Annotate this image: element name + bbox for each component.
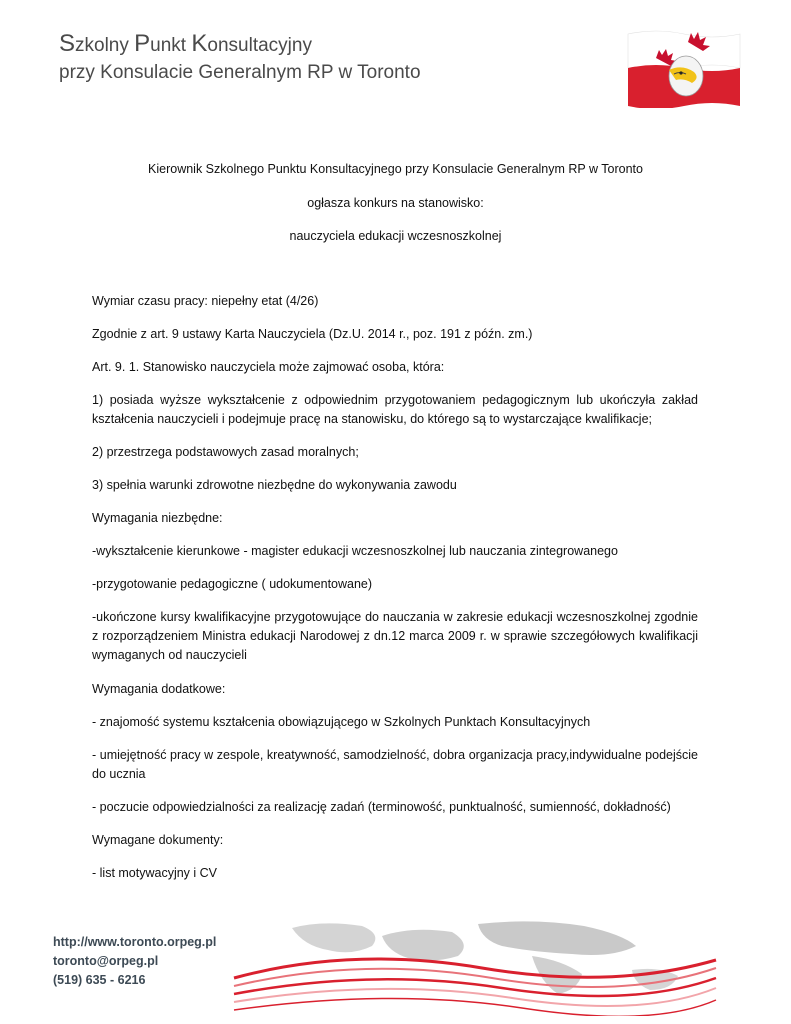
work-time-paragraph: Wymiar czasu pracy: niepełny etat (4/26) xyxy=(92,294,319,308)
list-item: - poczucie odpowiedzialności za realizację zadań (terminowość, punktualność, sumienność, dokładność) xyxy=(92,800,671,814)
footer-phone: (519) 635 - 6216 xyxy=(53,973,146,987)
law-reference-paragraph: Zgodnie z art. 9 ustawy Karta Nauczyciela (Dz.U. 2014 r., poz. 191 z późn. zm.) xyxy=(92,327,533,341)
requirement-item: 1) posiada wyższe wykształcenie z odpowiednim przygotowaniem pedagogicznym lub ukończyła zakład kształcenia nauczycieli i podejmuje pracę na stanowisku, do którego są to wystarczające kwalifikacje; xyxy=(92,393,698,426)
org-name-part: onsultacyjny xyxy=(207,35,312,56)
org-initial-s: S xyxy=(59,30,76,57)
world-map-decoration-icon xyxy=(232,916,718,1016)
section-heading: Wymagania niezbędne: xyxy=(92,511,223,525)
footer-contact xyxy=(53,933,216,990)
list-item: -wykształcenie kierunkowe - magister edukacji wczesnoszkolnej lub nauczania zintegrowanego xyxy=(92,544,618,558)
list-item: -ukończone kursy kwalifikacyjne przygotowujące do nauczania w zakresie edukacji wczesnoszkolnej zgodnie z rozporządzeniem Ministra edukacji Narodowej z dn.12 marca 2009 r. w sprawie szczegółowych kwalifikacji wymaganych od nauczycieli xyxy=(92,610,698,662)
section-heading: Wymagane dokumenty: xyxy=(92,833,224,847)
org-name-part: zkolny xyxy=(75,35,135,56)
org-name-part: unkt xyxy=(150,35,192,56)
announcement-heading: Kierownik Szkolnego Punktu Konsultacyjnego przy Konsulacie Generalnym RP w Toronto xyxy=(148,162,643,176)
list-item: - list motywacyjny i CV xyxy=(92,866,218,880)
footer-url-link[interactable]: http://www.toronto.orpeg.pl xyxy=(53,935,217,949)
organization-name xyxy=(59,30,421,59)
list-item: - umiejętność pracy w zespole, kreatywność, samodzielność, dobra organizacja pracy,indywidualne podejście do ucznia xyxy=(92,748,698,781)
footer-email-link[interactable]: toronto@orpeg.pl xyxy=(53,954,159,968)
organization-header xyxy=(59,30,421,86)
article-paragraph: Art. 9. 1. Stanowisko nauczyciela może zajmować osoba, która: xyxy=(92,360,445,374)
announcement-subheading: ogłasza konkurs na stanowisko: xyxy=(307,196,484,210)
list-item: -przygotowanie pedagogiczne ( udokumentowane) xyxy=(92,577,373,591)
section-heading: Wymagania dodatkowe: xyxy=(92,682,226,696)
organization-subtitle: przy Konsulacie Generalnym RP w Toronto xyxy=(59,62,421,83)
requirement-item: 3) spełnia warunki zdrowotne niezbędne do wykonywania zawodu xyxy=(92,478,457,492)
org-initial-p: P xyxy=(134,30,151,57)
position-title: nauczyciela edukacji wczesnoszkolnej xyxy=(289,229,502,243)
org-initial-k: K xyxy=(191,30,208,57)
requirement-item: 2) przestrzega podstawowych zasad moralnych; xyxy=(92,445,359,459)
flag-eagle-logo-icon xyxy=(626,28,742,108)
list-item: - znajomość systemu kształcenia obowiązującego w Szkolnych Punktach Konsultacyjnych xyxy=(92,715,591,729)
